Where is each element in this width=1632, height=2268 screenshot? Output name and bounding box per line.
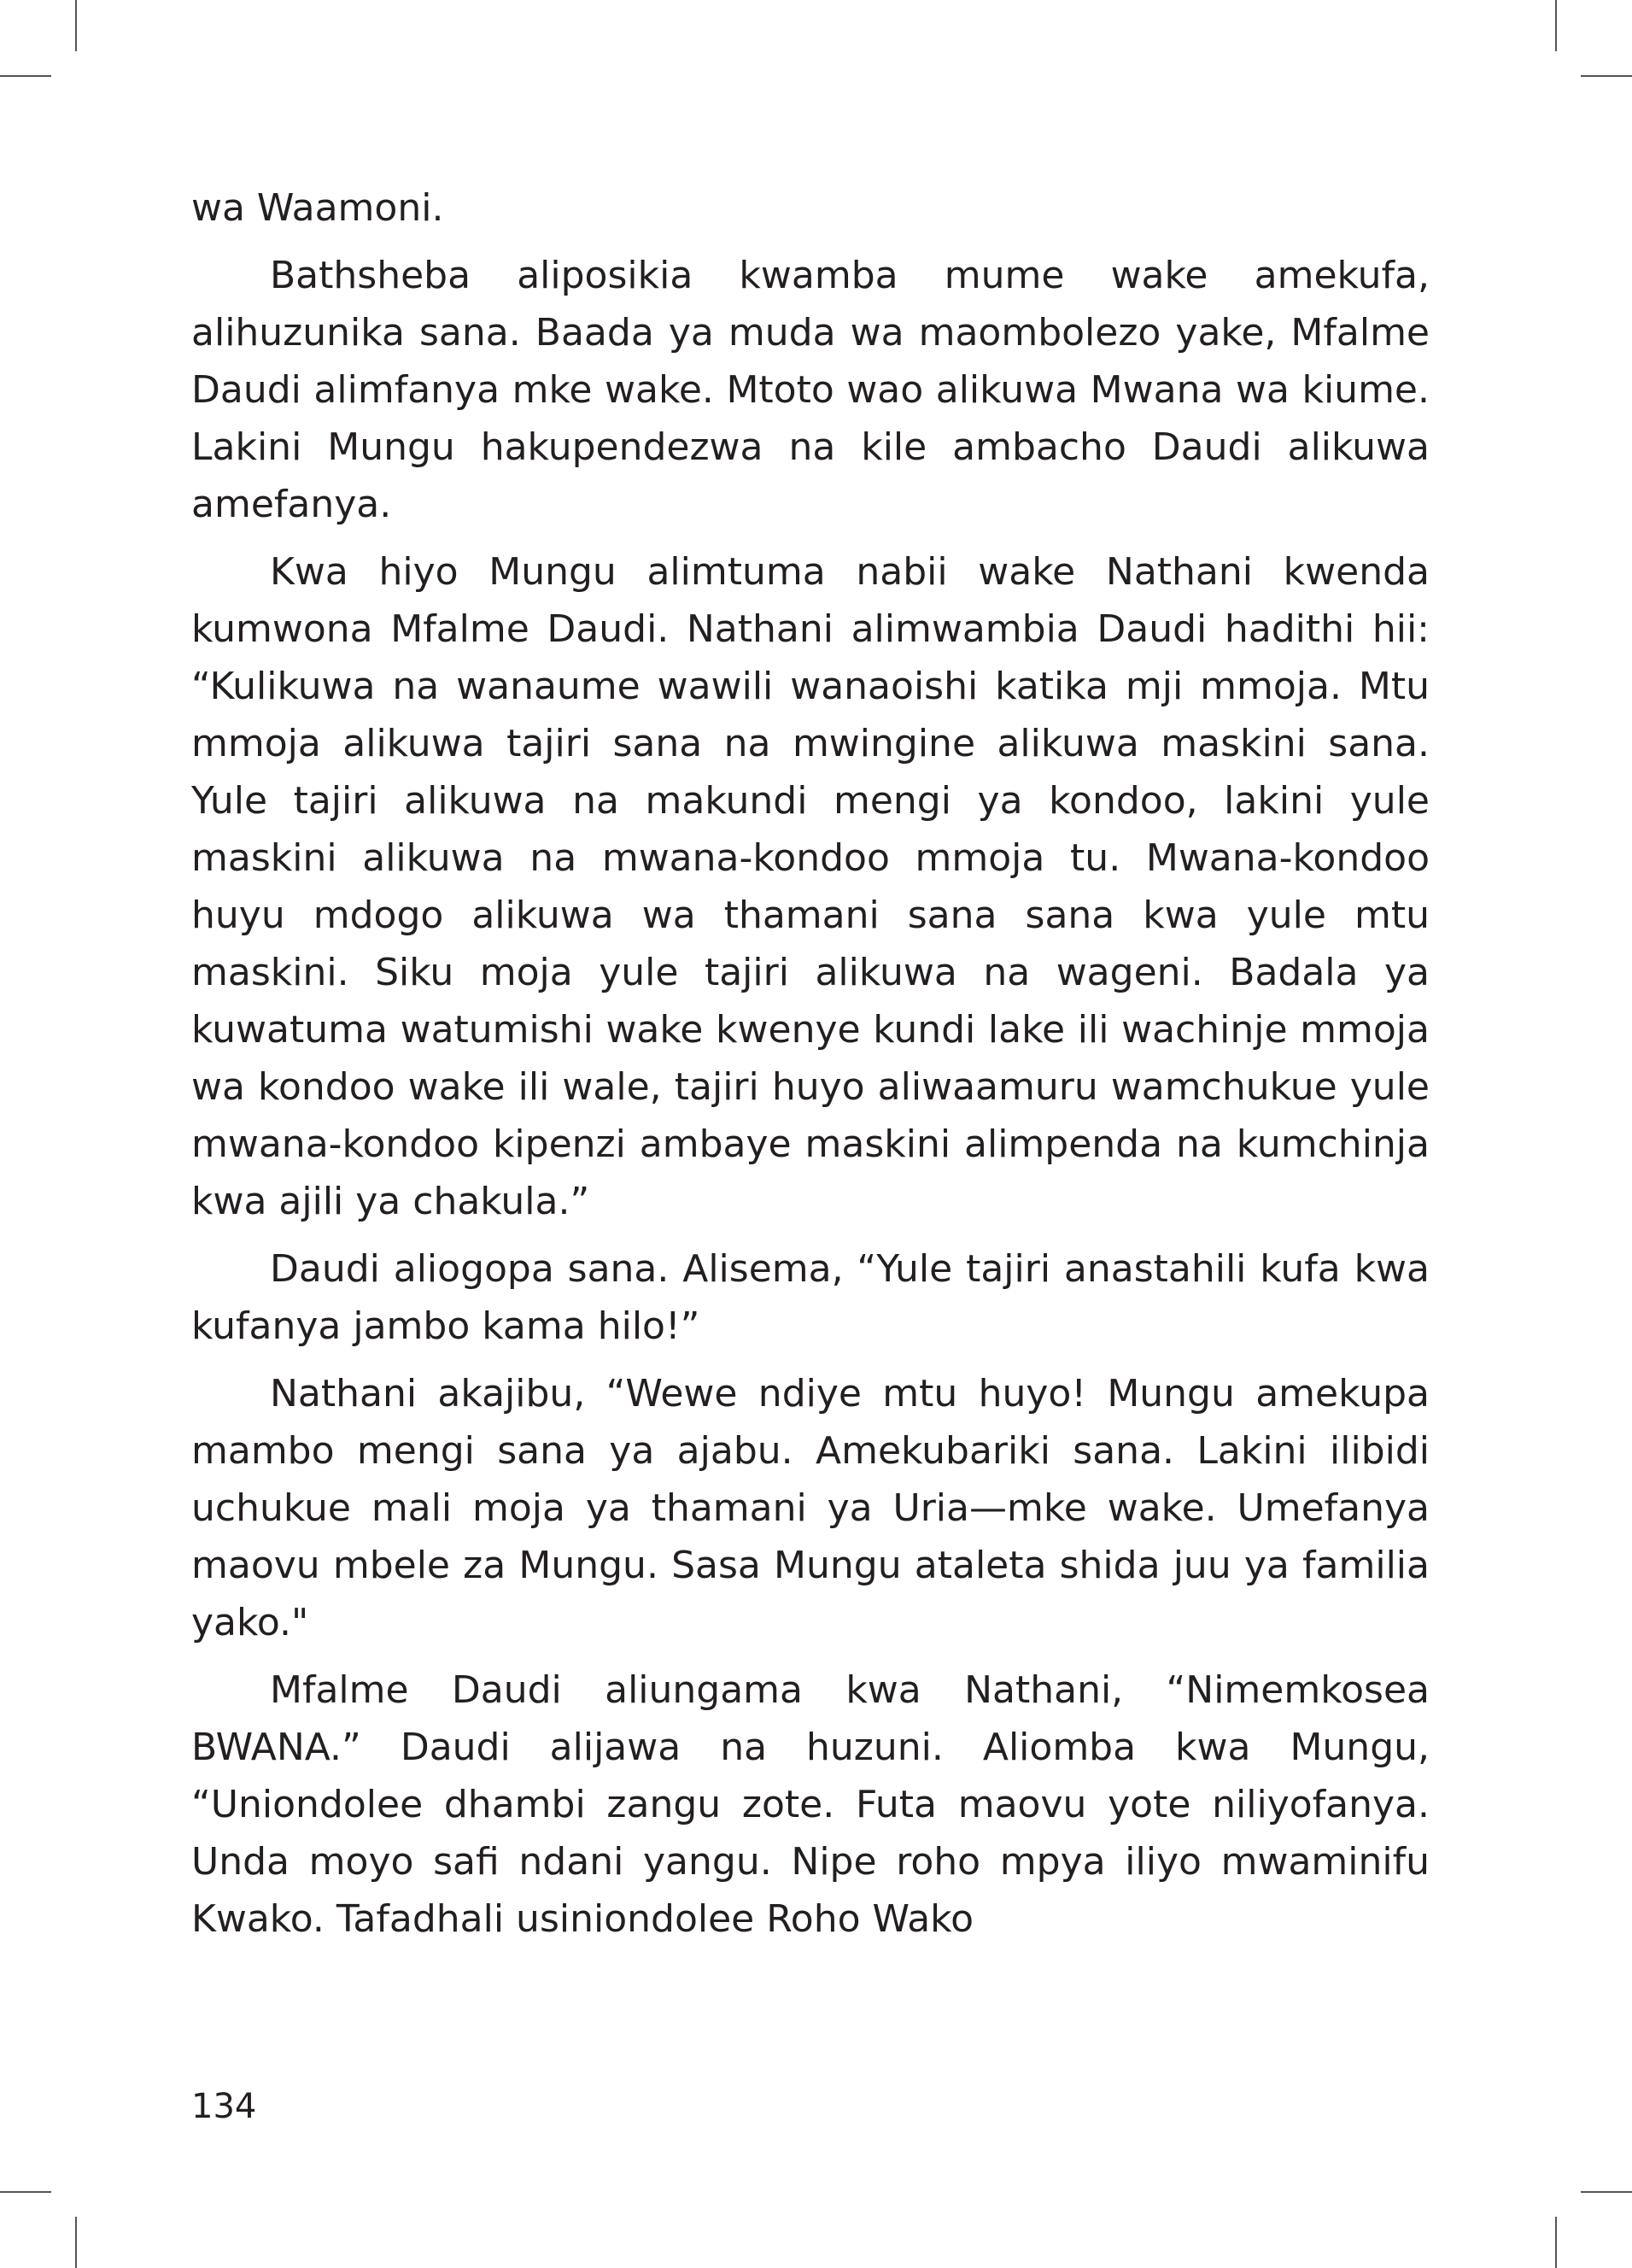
paragraph: Bathsheba aliposikia kwamba mume wake amekufa, alihuzunika sana. Baada ya muda wa maombolezo yake, Mfalme Daudi alimfanya mke wake. Mtoto wao alikuwa Mwana wa kiume. Lakini Mungu hakupendezwa na kile ambacho Daudi alikuwa amefanya.	[191, 254, 1430, 526]
crop-mark-bottom-right-h	[1581, 2191, 1632, 2193]
paragraph: Nathani akajibu, “Wewe ndiye mtu huyo! Mungu amekupa mambo mengi sana ya ajabu. Amekubariki sana. Lakini ilibidi uchukue mali moja ya thamani ya Uria—mke wake. Umefanya maovu mbele za Mungu. Sasa Mungu ataleta shida juu ya familia yako."	[191, 1372, 1430, 1644]
crop-mark-bottom-left	[75, 2217, 77, 2268]
paragraph: wa Waamoni.	[191, 186, 444, 230]
paragraph: Mfalme Daudi aliungama kwa Nathani, “Nimemkosea BWANA.” Daudi alijawa na huzuni. Aliomba kwa Mungu, “Uniondolee dhambi zangu zote. Futa maovu yote niliyofanya. Unda moyo safi ndani yangu. Nipe roho mpya iliyo mwaminifu Kwako. Tafadhali usiniondolee Roho Wako	[191, 1668, 1430, 1941]
crop-mark-top-left-h	[0, 75, 51, 77]
crop-mark-bottom-left-h	[0, 2191, 51, 2193]
body-text	[191, 179, 1430, 1958]
crop-mark-top-right-h	[1581, 75, 1632, 77]
paragraph: Daudi aliogopa sana. Alisema, “Yule tajiri anastahili kufa kwa kufanya jambo kama hilo!”	[191, 1247, 1430, 1348]
crop-mark-top-right	[1555, 0, 1557, 51]
page-number: 134	[191, 2087, 257, 2126]
paragraph: Kwa hiyo Mungu alimtuma nabii wake Nathani kwenda kumwona Mfalme Daudi. Nathani alimwambia Daudi hadithi hii: “Kulikuwa na wanaume wawili wanaoishi katika mji mmoja. Mtu mmoja alikuwa tajiri sana na mwingine alikuwa maskini sana. Yule tajiri alikuwa na makundi mengi ya kondoo, lakini yule maskini alikuwa na mwana-kondoo mmoja tu. Mwana-kondoo huyu mdogo alikuwa wa thamani sana sana kwa yule mtu maskini. Siku moja yule tajiri alikuwa na wageni. Badala ya kuwatuma watumishi wake kwenye kundi lake ili wachinje mmoja wa kondoo wake ili wale, tajiri huyo aliwaamuru wamchukue yule mwana-kondoo kipenzi ambaye maskini alimpenda na kumchinja kwa ajili ya chakula.”	[191, 550, 1430, 1223]
crop-mark-top-left	[75, 0, 77, 51]
crop-mark-bottom-right	[1555, 2217, 1557, 2268]
